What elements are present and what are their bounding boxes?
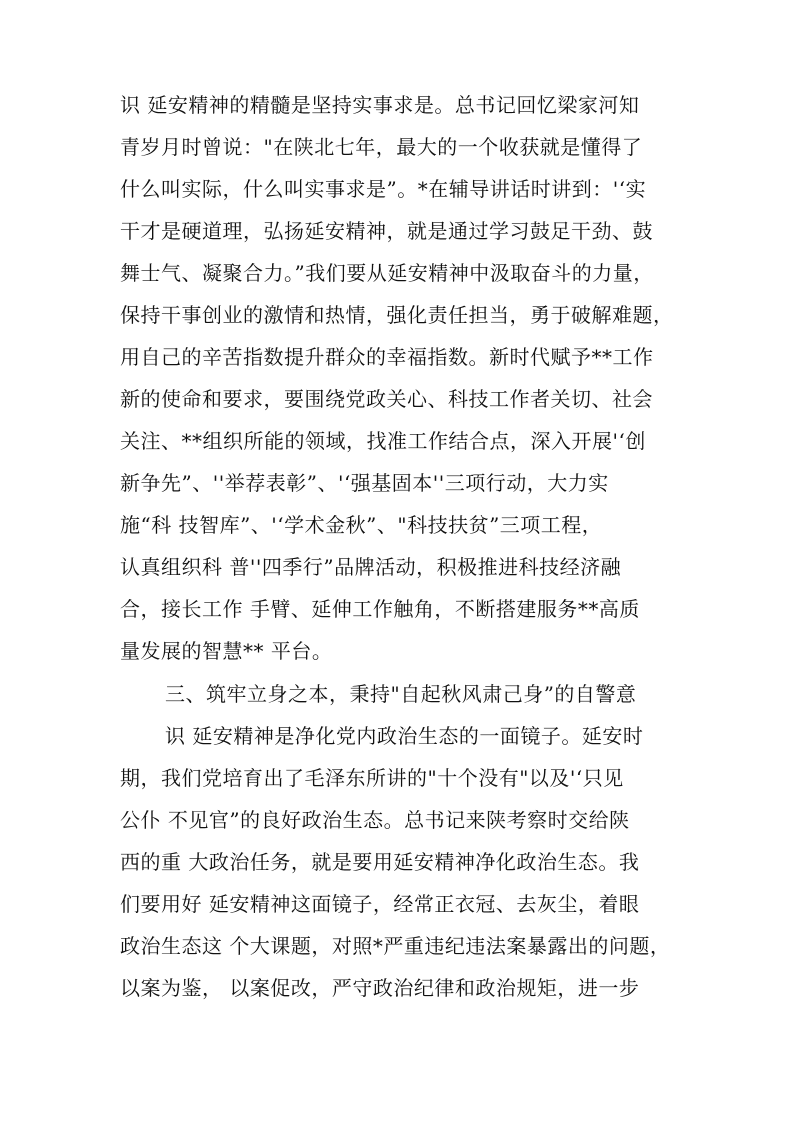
text-line: 保持干事创业的激情和热情，强化责任担当，勇于破解难题， xyxy=(120,303,674,327)
text-line: 西的重 大政治任务，就是要用延安精神净化政治生态。我 xyxy=(120,850,640,874)
text-line: 公仆 不见官”的良好政治生态。总书记来陕考察时交给陕 xyxy=(120,808,630,832)
text-line: 们要用好 延安精神这面镜子，经常正衣冠、去灰尘，着眼 xyxy=(120,892,640,916)
text-line: 新争先”、''举荐表彰”、'‘强基固本''三项行动，大力实 xyxy=(120,471,609,495)
text-line: 识 延安精神的精髓是坚持实事求是。总书记回忆梁家河知 xyxy=(120,93,640,117)
text-line: 政治生态这 个大课题，对照*严重违纪违法案暴露出的问题， xyxy=(120,934,671,958)
text-line: 以案为鉴， 以案促改，严守政治纪律和政治规矩，进一步 xyxy=(120,976,640,1000)
section-heading: 三、筑牢立身之本，秉持"自起秋风肃己身”的自警意 xyxy=(165,682,637,706)
text-line: 合，接长工作 手臂、延伸工作触角，不断搭建服务**高质 xyxy=(120,597,640,621)
text-line: 用自己的辛苦指数提升群众的幸福指数。新时代赋予**工作 xyxy=(120,345,654,369)
text-line: 期，我们党培育出了毛泽东所讲的"十个没有"以及'‘只见 xyxy=(120,766,624,790)
text-line: 什么叫实际，什么叫实事求是”。*在辅导讲话时讲到：'‘实 xyxy=(120,177,647,201)
text-line: 干才是硬道理，弘扬延安精神，就是通过学习鼓足干劲、鼓 xyxy=(120,219,653,243)
text-line: 量发展的智慧** 平台。 xyxy=(120,639,333,663)
text-line: 认真组织科 普''四季行”品牌活动，积极推进科技经济融 xyxy=(120,555,622,579)
text-line: 关注、**组织所能的领域，找准工作结合点，深入开展'‘创 xyxy=(120,429,646,453)
text-line: 青岁月时曾说："在陕北七年，最大的一个收获就是懂得了 xyxy=(120,135,643,159)
text-line: 识 延安精神是净化党内政治生态的一面镜子。延安时 xyxy=(165,724,644,748)
text-line: 施“科 技智库”、'‘学术金秋”、"科技扶贫”三项工程， xyxy=(120,513,603,537)
text-line: 舞士气、凝聚合力。”我们要从延安精神中汲取奋斗的力量， xyxy=(120,261,654,285)
text-line: 新的使命和要求，要围绕党政关心、科技工作者关切、社会 xyxy=(120,387,653,411)
